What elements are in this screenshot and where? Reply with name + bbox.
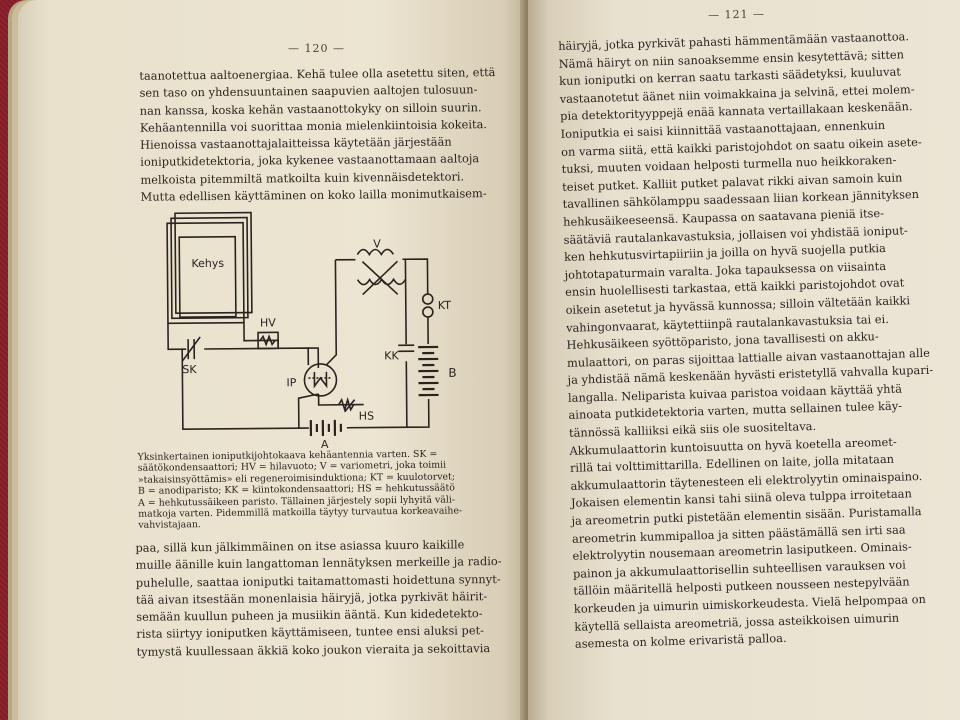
text-line: matkoja varten. Pidemmillä matkoilla täytyy turvautua korkeavaihe-: [138, 505, 463, 520]
text-line: rillä tai volttimittarilla. Edellinen on laite, jolla mitataan: [569, 452, 895, 476]
circuit-diagram: [157, 199, 479, 457]
right-page-text: [558, 27, 955, 653]
text-line: säätäviä rautalankavastuksia, jollaisen voi yhdistää ioniput-: [563, 222, 908, 247]
text-line: korkeuden ja uimurin uimiskorkeudesta. Vielä helpompaa on: [573, 591, 927, 616]
text-line: nan kanssa, koska kehän vastaanottokyky on silloin suurin.: [139, 99, 482, 118]
text-line: hehkusäikeeseensä. Kaupassa on saatavana pieniä itse-: [562, 205, 885, 229]
text-line: ja yhdistää nämä keskenään hyvästi eristetyllä vahvalla kupari-: [567, 362, 934, 388]
text-line: elektrolyytin nousemaan areometrin lasiputkeen. Ominais-: [572, 539, 912, 564]
text-line: oikein asetetut ja hyvässä kunnossa; silloin vältetään kaikki: [565, 293, 911, 317]
text-line: häiryjä, jotka pyrkivät pahasti hämmentämään vastaanottoa.: [558, 29, 910, 53]
label-hs: HS: [358, 409, 375, 423]
text-line: akkumulaattorin täytenesteen eli elektrolyytin ominaispaino.: [570, 468, 923, 493]
text-line: ja areometrin putki pistetään elementin sisään. Puristamalla: [571, 504, 922, 528]
text-line: Akkumulaattorin kuntoisuutta on hyvä koetella areomet-: [569, 434, 897, 458]
text-line: B = anodiparisto; KK = kiintokondensaattori; HS = hehkutussäätö: [137, 482, 455, 497]
text-line: areometrin kummipalloa ja sitten päästämällä sen irti saa: [571, 522, 906, 546]
label-sk: SK: [182, 363, 197, 377]
text-line: käytellä sellaista areometriä, jossa asteikkoisen uimurin: [574, 610, 900, 634]
text-line: ensin huolellisesti tarkastaa, että kaikki paristojohdot ovat: [564, 275, 905, 300]
text-line: Ioniputkia ei saisi kiinnittää vastaanottajaan, ennenkuin: [560, 117, 886, 141]
text-line: Yksinkertainen ioniputkijohtokaava kehäantennia varten. SK =: [137, 448, 438, 463]
text-line: ioniputkidetektoria, joka kykenee vastaanottamaan aaltoja: [140, 151, 480, 170]
label-a: A: [320, 437, 329, 451]
label-hv: HV: [259, 316, 276, 330]
text-line: Hehkusäikeen syöttöparisto, jona tavallisesti on akku-: [566, 329, 879, 352]
text-line: Nämä häiryt on niin sanoaksemme ensin kesytettävä; sitten: [558, 46, 905, 71]
label-kehys: Kehys: [191, 256, 225, 271]
text-line: tuksi, muuten voidaan helposti turmella nuo heikkoraken-: [561, 152, 897, 177]
label-v: V: [373, 237, 381, 251]
text-line: pia detektorityyppejä enää kannata vertaillakaan keskenään.: [559, 99, 913, 124]
text-line: puhelulle, saattaa ioniputki taitamattomasti hoidettuna synnyt-: [135, 571, 501, 590]
text-line: Kehäantennilla voi suorittaa monia mielenkiintoisia kokeita.: [139, 117, 488, 135]
text-line: johtotapaturmain varalta. Joka tapauksessa on viisainta: [564, 258, 887, 282]
text-line: asemesta on kolme erivaristä palloa.: [574, 631, 787, 651]
text-line: Mutta edellisen käyttäminen on koko lailla monimutkaisem-: [140, 186, 487, 204]
text-line: vahingonvaarat, käytettiinpä rautalankavastuksia tai ei.: [565, 311, 890, 335]
text-line: Hienoissa vastaanottajalaitteissa käytetään järjestään: [140, 134, 452, 152]
left-top-text: [139, 64, 496, 206]
text-line: säätökondensaattori; HV = hilavuoto; V = variometri, joka toimii: [137, 459, 447, 475]
text-line: ainoata putkidetektoria varten, mutta sellainen tulee käy-: [568, 399, 903, 423]
text-line: tavallinen sähkölamppu saadessaan liian korkean jännityksen: [562, 187, 920, 212]
text-line: semään kuullun puheen ja musiikin ääntä. Kun kidedetekto-: [136, 606, 483, 624]
label-kk: KK: [384, 349, 399, 363]
text-line: ken hehkutusvirtapiiriin ja joilla on hyvä suojella putkia: [563, 241, 887, 265]
label-ip: IP: [286, 376, 297, 390]
frame-antenna-core: [179, 237, 236, 317]
text-line: vahvistajaan.: [138, 519, 201, 532]
text-line: painon ja akkumulaattorisellin suhteellisen varauksen voi: [572, 557, 906, 581]
text-line: tää aivan itsestään monenlaisia häiryjä, jotka pyrkivät häirit-: [135, 589, 488, 607]
text-line: paa, sillä kun jälkimmäinen on itse asiassa kuuro kaikille: [135, 537, 465, 555]
text-line: teiset putket. Kalliit putket palavat rikki aivan samoin kuin: [561, 170, 903, 194]
text-line: tännössä kalliiksi eikä siis ole suositeltava.: [568, 419, 817, 440]
label-b: B: [448, 365, 457, 380]
left-bottom-text: [135, 536, 502, 661]
text-line: muille äänille kuin langattoman lennätyksen merkeille ja radio-: [135, 554, 502, 573]
text-line: on varma siitä, että kaikki paristojohdot on saatu oikein asete-: [560, 134, 922, 159]
left-page-number: — 120 —: [288, 42, 345, 55]
text-line: A = hehkutussäikeen paristo. Tällainen järjestely sopii lyhyitä väli-: [138, 494, 456, 509]
text-line: mulaattori, on paras sijoittaa lattialle aivan vastaanottajan alle: [566, 345, 931, 370]
text-line: sen taso on yhdensuuntainen saapuvien aaltojen tulosuun-: [139, 82, 478, 101]
text-line: Jokaisen elementin kansi tahi siinä oleva tulppa irroitetaan: [570, 486, 913, 511]
text-line: rista siirtyy ioniputken käyttämiseen, tuntee ensi aluksi pet-: [136, 623, 485, 642]
text-line: langalla. Neliparista kuivaa paristoa voidaan käyttää yhtä: [567, 381, 903, 405]
text-line: »takaisinsyöttämis» eli regeneroimisinduktiona; KT = kuulotorvet;: [137, 471, 456, 486]
text-line: taanotettua aaltoenergiaa. Kehä tulee olla asetettu siten, että: [139, 65, 496, 83]
text-line: melkoista pitemmiltä matkoilta kuin kivennäisdetektori.: [140, 169, 465, 187]
text-line: tällöin määritellä helposti putkeen nousseen nestepylvään: [573, 574, 910, 599]
right-page: [528, 0, 960, 720]
left-page: [18, 0, 530, 720]
label-kt: KT: [437, 298, 451, 312]
text-line: kun ioniputki on kerran saatu tarkasti säädetyksi, kuuluvat: [559, 64, 902, 89]
text-line: tymystä kuullessaan äkkiä koko joukon vieraita ja sekoittavia: [136, 640, 491, 659]
right-page-number: — 121 —: [707, 7, 766, 22]
text-line: vastaanotetut äänet niin voimakkaina ja selvinä, ettei molem-: [559, 81, 915, 106]
figure-caption: [138, 448, 479, 531]
